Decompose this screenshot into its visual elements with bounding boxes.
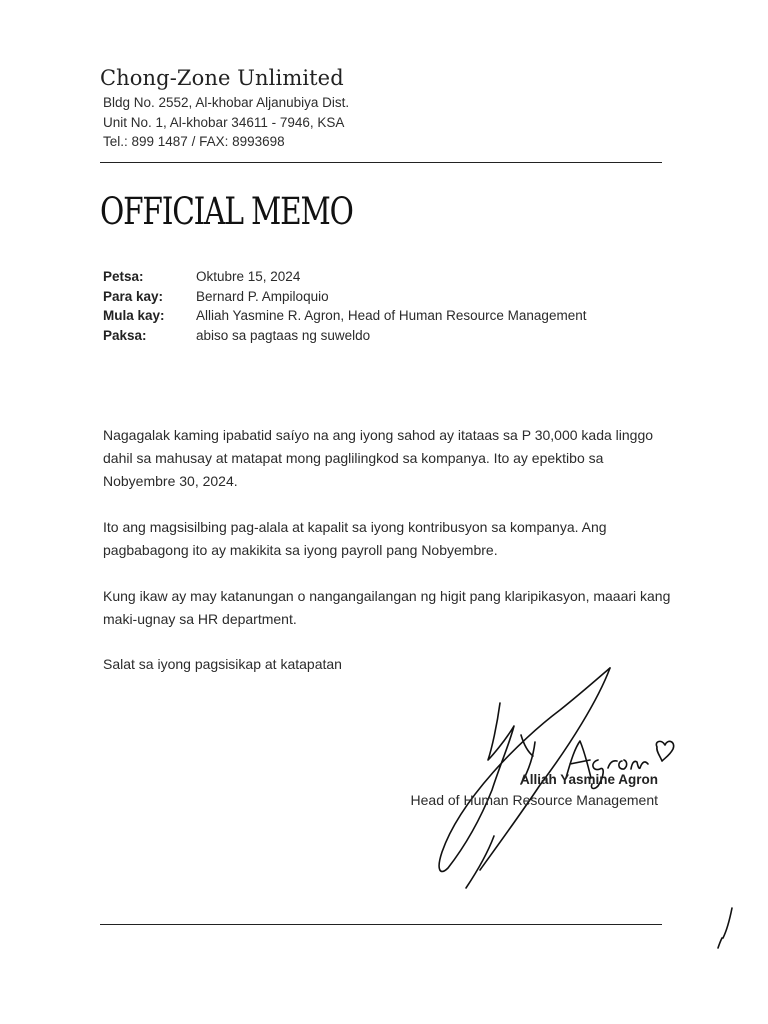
- meta-subject-value: abiso sa pagtaas ng suweldo: [196, 328, 371, 343]
- meta-date-value: Oktubre 15, 2024: [196, 269, 301, 284]
- body-paragraph-2: Ito ang magsisilbing pag-alala at kapalit sa iyong kontribusyon sa kompanya. Ang pagbabagong ito ay makikita sa iyong payroll pang Nobyembre.: [103, 519, 607, 558]
- address-line-2: Unit No. 1, Al-khobar 34611 - 7946, KSA: [103, 115, 345, 130]
- meta-subject-label: Paksa:: [103, 328, 147, 343]
- closing-line: Salat sa iyong pagsisikap at katapatan: [103, 656, 342, 672]
- meta-to-value: Bernard P. Ampiloquio: [196, 289, 329, 304]
- footer-divider: [100, 924, 662, 925]
- company-name: Chong-Zone Unlimited: [100, 66, 344, 90]
- meta-to-label: Para kay:: [103, 289, 164, 304]
- body-paragraph-1: Nagagalak kaming ipabatid saíyo na ang iyong sahod ay itataas sa P 30,000 kada linggo dahil sa mahusay at matapat mong paglilingkod sa kompanya. Ito ay epektibo sa Nobyembre 30, 2024.: [103, 427, 654, 489]
- body-paragraph-3: Kung ikaw ay may katanungan o nangangailangan ng higit pang klaripikasyon, maaari kang maki-ugnay sa HR department.: [103, 588, 671, 627]
- signatory-name: Alliah Yasmine Agron: [519, 772, 658, 787]
- memo-title: OFFICIAL MEMO: [100, 190, 353, 233]
- contact-line: Tel.: 899 1487 / FAX: 8993698: [103, 134, 285, 149]
- meta-from-label: Mula kay:: [103, 308, 165, 323]
- address-line-1: Bldg No. 2552, Al-khobar Aljanubiya Dist.: [103, 95, 350, 110]
- signatory-role: Head of Human Resource Management: [410, 792, 658, 808]
- meta-from-value: Alliah Yasmine R. Agron, Head of Human Resource Management: [196, 308, 587, 323]
- meta-date-label: Petsa:: [103, 269, 144, 284]
